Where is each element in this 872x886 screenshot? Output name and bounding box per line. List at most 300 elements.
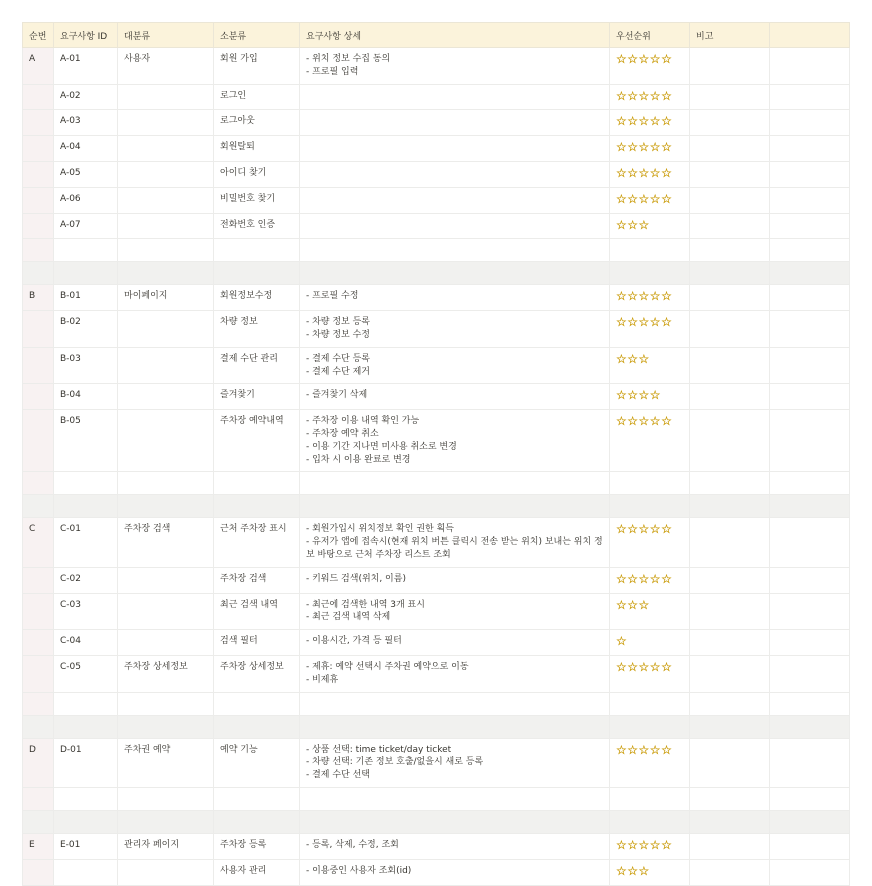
extra-cell[interactable] — [770, 593, 850, 630]
minor-category-cell[interactable]: 회원 가입 — [214, 48, 300, 85]
empty-cell[interactable] — [690, 239, 770, 262]
empty-cell[interactable] — [690, 495, 770, 518]
note-cell[interactable] — [690, 187, 770, 213]
header-priority[interactable]: 우선순위 — [610, 23, 690, 48]
empty-cell[interactable] — [610, 692, 690, 715]
priority-cell[interactable] — [610, 655, 690, 692]
major-category-cell[interactable]: 주차장 상세정보 — [118, 655, 214, 692]
detail-line: - 키워드 검색(위치, 이름) — [306, 573, 406, 584]
priority-cell[interactable] — [610, 738, 690, 787]
empty-cell[interactable] — [54, 262, 118, 285]
priority-cell[interactable] — [610, 859, 690, 885]
minor-category-cell[interactable]: 주차장 상세정보 — [214, 655, 300, 692]
star-icon: ☆ — [649, 522, 662, 537]
req-id-cell[interactable]: C-01 — [54, 518, 118, 567]
extra-cell[interactable] — [770, 567, 850, 593]
req-id-cell[interactable]: A-03 — [54, 110, 118, 136]
req-id-cell[interactable]: A-07 — [54, 213, 118, 239]
seq-cell[interactable]: D — [23, 738, 54, 787]
empty-cell[interactable] — [770, 810, 850, 833]
detail-cell[interactable] — [300, 738, 610, 787]
empty-cell[interactable] — [54, 810, 118, 833]
priority-stars — [616, 743, 672, 757]
table-row — [23, 384, 850, 410]
detail-line: - 이용중인 사용자 조회(id) — [306, 865, 412, 876]
req-id-cell[interactable]: A-04 — [54, 136, 118, 162]
star-icon: ☆ — [638, 114, 650, 129]
empty-cell[interactable] — [214, 495, 300, 518]
minor-category-cell[interactable]: 주차장 등록 — [214, 833, 300, 859]
extra-cell[interactable] — [770, 518, 850, 567]
note-cell[interactable] — [690, 384, 770, 410]
empty-cell[interactable] — [23, 262, 54, 285]
empty-cell[interactable] — [610, 810, 690, 833]
minor-category-cell[interactable]: 아이디 찾기 — [214, 161, 300, 187]
req-id-cell[interactable]: B-03 — [54, 347, 118, 384]
empty-cell[interactable] — [23, 239, 54, 262]
empty-cell[interactable] — [118, 715, 214, 738]
extra-cell[interactable] — [770, 384, 850, 410]
req-id-cell[interactable]: A-06 — [54, 187, 118, 213]
empty-cell[interactable] — [770, 715, 850, 738]
empty-cell[interactable] — [118, 472, 214, 495]
star-icon: ☆ — [616, 217, 628, 232]
table-row — [23, 347, 850, 384]
star-icon: ☆ — [616, 634, 628, 649]
seq-cell[interactable]: E — [23, 833, 54, 859]
empty-cell[interactable] — [610, 239, 690, 262]
empty-cell[interactable] — [23, 692, 54, 715]
empty-cell[interactable] — [610, 472, 690, 495]
empty-cell[interactable] — [690, 810, 770, 833]
detail-cell[interactable] — [300, 655, 610, 692]
detail-line: - 유저가 앱에 접속시(현재 위치 버튼 클릭시 전송 받는 위치) 보내는 위치 정보 바탕으로 근처 주차장 리스트 조회 — [306, 537, 603, 560]
seq-cell[interactable] — [23, 630, 54, 656]
priority-cell[interactable] — [610, 567, 690, 593]
empty-cell[interactable] — [214, 810, 300, 833]
empty-cell[interactable] — [610, 787, 690, 810]
star-icon: ☆ — [616, 414, 628, 429]
note-cell[interactable] — [690, 311, 770, 348]
star-icon: ☆ — [616, 88, 628, 103]
empty-cell[interactable] — [690, 472, 770, 495]
priority-stars — [616, 114, 672, 128]
priority-stars — [616, 572, 672, 586]
priority-cell[interactable] — [610, 630, 690, 656]
seq-cell[interactable] — [23, 84, 54, 110]
detail-cell[interactable] — [300, 48, 610, 85]
empty-cell[interactable] — [300, 715, 610, 738]
empty-cell[interactable] — [23, 495, 54, 518]
table-row — [23, 110, 850, 136]
minor-category-cell[interactable]: 근처 주차장 표시 — [214, 518, 300, 567]
empty-cell[interactable] — [770, 787, 850, 810]
star-icon: ☆ — [649, 114, 662, 129]
empty-cell[interactable] — [214, 239, 300, 262]
note-cell[interactable] — [690, 518, 770, 567]
star-icon: ☆ — [627, 522, 639, 537]
star-icon: ☆ — [638, 315, 650, 330]
minor-category-cell[interactable]: 전화번호 인증 — [214, 213, 300, 239]
star-icon: ☆ — [638, 52, 650, 66]
note-cell[interactable] — [690, 655, 770, 692]
extra-cell[interactable] — [770, 48, 850, 85]
major-category-cell[interactable] — [118, 630, 214, 656]
empty-cell[interactable] — [300, 495, 610, 518]
seq-cell[interactable] — [23, 213, 54, 239]
detail-cell[interactable] — [300, 285, 610, 311]
major-category-cell[interactable] — [118, 161, 214, 187]
priority-stars — [616, 218, 650, 232]
star-icon: ☆ — [661, 114, 673, 129]
blank-row — [23, 472, 850, 495]
extra-cell[interactable] — [770, 630, 850, 656]
empty-cell[interactable] — [690, 715, 770, 738]
major-category-cell[interactable] — [118, 311, 214, 348]
priority-cell[interactable] — [610, 285, 690, 311]
minor-category-cell[interactable]: 검색 필터 — [214, 630, 300, 656]
star-icon: ☆ — [627, 315, 639, 330]
seq-cell[interactable] — [23, 110, 54, 136]
star-icon: ☆ — [627, 388, 639, 403]
major-category-cell[interactable] — [118, 84, 214, 110]
detail-cell[interactable] — [300, 593, 610, 630]
extra-cell[interactable] — [770, 655, 850, 692]
note-cell[interactable] — [690, 630, 770, 656]
priority-cell[interactable] — [610, 48, 690, 85]
star-icon: ☆ — [627, 140, 639, 155]
req-id-cell[interactable]: B-01 — [54, 285, 118, 311]
empty-cell[interactable] — [118, 495, 214, 518]
seq-cell[interactable] — [23, 567, 54, 593]
star-icon: ☆ — [649, 837, 662, 852]
seq-cell[interactable] — [23, 311, 54, 348]
minor-category-cell[interactable]: 즐겨찾기 — [214, 384, 300, 410]
empty-cell[interactable] — [54, 715, 118, 738]
req-id-cell[interactable]: C-02 — [54, 567, 118, 593]
note-cell[interactable] — [690, 410, 770, 472]
priority-cell[interactable] — [610, 161, 690, 187]
detail-cell[interactable] — [300, 187, 610, 213]
detail-cell[interactable] — [300, 630, 610, 656]
table-row — [23, 311, 850, 348]
priority-cell[interactable] — [610, 84, 690, 110]
empty-cell[interactable] — [690, 692, 770, 715]
empty-cell[interactable] — [214, 692, 300, 715]
minor-category-cell[interactable]: 로그인 — [214, 84, 300, 110]
empty-cell[interactable] — [23, 715, 54, 738]
major-category-cell[interactable]: 마이페이지 — [118, 285, 214, 311]
section-separator-row — [23, 262, 850, 285]
empty-cell[interactable] — [214, 472, 300, 495]
empty-cell[interactable] — [300, 810, 610, 833]
star-icon: ☆ — [661, 571, 673, 586]
empty-cell[interactable] — [118, 262, 214, 285]
empty-cell[interactable] — [610, 262, 690, 285]
priority-stars — [616, 598, 650, 612]
empty-cell[interactable] — [54, 692, 118, 715]
req-id-cell[interactable]: E-01 — [54, 833, 118, 859]
detail-cell[interactable] — [300, 567, 610, 593]
major-category-cell[interactable] — [118, 213, 214, 239]
major-category-cell[interactable] — [118, 136, 214, 162]
detail-line: - 최근에 검색한 내역 3개 표시 — [306, 599, 425, 610]
extra-cell[interactable] — [770, 859, 850, 885]
req-id-cell[interactable]: A-05 — [54, 161, 118, 187]
detail-line: - 프로필 입력 — [306, 66, 359, 77]
empty-cell[interactable] — [54, 239, 118, 262]
priority-stars — [616, 660, 672, 674]
detail-line: - 회원가입시 위치정보 확인 권한 획득 — [306, 524, 454, 535]
empty-cell[interactable] — [300, 239, 610, 262]
note-cell[interactable] — [690, 161, 770, 187]
minor-category-cell[interactable]: 주차장 검색 — [214, 567, 300, 593]
seq-cell[interactable] — [23, 655, 54, 692]
priority-cell[interactable] — [610, 213, 690, 239]
table-row — [23, 285, 850, 311]
empty-cell[interactable] — [300, 692, 610, 715]
note-cell[interactable] — [690, 136, 770, 162]
req-id-cell[interactable]: B-04 — [54, 384, 118, 410]
note-cell[interactable] — [690, 213, 770, 239]
minor-category-cell[interactable]: 회원정보수정 — [214, 285, 300, 311]
extra-cell[interactable] — [770, 161, 850, 187]
note-cell[interactable] — [690, 738, 770, 787]
empty-cell[interactable] — [23, 810, 54, 833]
empty-cell[interactable] — [214, 787, 300, 810]
req-id-cell[interactable]: C-05 — [54, 655, 118, 692]
major-category-cell[interactable] — [118, 593, 214, 630]
extra-cell[interactable] — [770, 213, 850, 239]
minor-category-cell[interactable]: 사용자 관리 — [214, 859, 300, 885]
req-id-cell[interactable] — [54, 859, 118, 885]
empty-cell[interactable] — [770, 692, 850, 715]
header-extra[interactable] — [770, 23, 850, 48]
note-cell[interactable] — [690, 833, 770, 859]
extra-cell[interactable] — [770, 311, 850, 348]
requirements-sheet — [22, 22, 849, 886]
star-icon: ☆ — [638, 289, 650, 304]
star-icon: ☆ — [661, 165, 673, 180]
req-id-cell[interactable]: B-05 — [54, 410, 118, 472]
table-row — [23, 655, 850, 692]
empty-cell[interactable] — [118, 787, 214, 810]
seq-cell[interactable]: C — [23, 518, 54, 567]
extra-cell[interactable] — [770, 285, 850, 311]
empty-cell[interactable] — [23, 472, 54, 495]
detail-cell[interactable] — [300, 136, 610, 162]
empty-cell[interactable] — [54, 787, 118, 810]
detail-cell[interactable] — [300, 859, 610, 885]
empty-cell[interactable] — [118, 692, 214, 715]
header-note[interactable]: 비고 — [690, 23, 770, 48]
priority-cell[interactable] — [610, 593, 690, 630]
star-icon: ☆ — [638, 217, 650, 232]
minor-category-cell[interactable]: 주차장 예약내역 — [214, 410, 300, 472]
empty-cell[interactable] — [300, 787, 610, 810]
major-category-cell[interactable] — [118, 859, 214, 885]
header-minor[interactable]: 소분류 — [214, 23, 300, 48]
minor-category-cell[interactable]: 결제 수단 관리 — [214, 347, 300, 384]
extra-cell[interactable] — [770, 347, 850, 384]
star-icon: ☆ — [649, 742, 662, 757]
star-icon: ☆ — [616, 837, 628, 852]
seq-cell[interactable] — [23, 136, 54, 162]
detail-cell[interactable] — [300, 833, 610, 859]
seq-cell[interactable]: A — [23, 48, 54, 85]
note-cell[interactable] — [690, 110, 770, 136]
note-cell[interactable] — [690, 84, 770, 110]
detail-line: - 주차장 예약 취소 — [306, 428, 379, 439]
header-req-id[interactable]: 요구사항 ID — [54, 23, 118, 48]
minor-category-cell[interactable]: 차량 정보 — [214, 311, 300, 348]
empty-cell[interactable] — [214, 262, 300, 285]
major-category-cell[interactable] — [118, 567, 214, 593]
table-row — [23, 593, 850, 630]
empty-cell[interactable] — [118, 239, 214, 262]
seq-cell[interactable] — [23, 593, 54, 630]
note-cell[interactable] — [690, 859, 770, 885]
priority-stars — [616, 634, 627, 648]
empty-cell[interactable] — [690, 262, 770, 285]
header-detail[interactable]: 요구사항 상세 — [300, 23, 610, 48]
note-cell[interactable] — [690, 567, 770, 593]
minor-category-cell[interactable]: 최근 검색 내역 — [214, 593, 300, 630]
star-icon: ☆ — [616, 351, 628, 366]
req-id-cell[interactable]: C-03 — [54, 593, 118, 630]
priority-cell[interactable] — [610, 518, 690, 567]
major-category-cell[interactable] — [118, 110, 214, 136]
star-icon: ☆ — [616, 165, 628, 180]
star-icon: ☆ — [638, 571, 650, 586]
extra-cell[interactable] — [770, 738, 850, 787]
empty-cell[interactable] — [23, 787, 54, 810]
star-icon: ☆ — [638, 659, 650, 674]
detail-cell[interactable] — [300, 161, 610, 187]
star-icon: ☆ — [627, 191, 639, 206]
header-major[interactable]: 대분류 — [118, 23, 214, 48]
detail-cell[interactable] — [300, 410, 610, 472]
priority-cell[interactable] — [610, 311, 690, 348]
detail-cell[interactable] — [300, 384, 610, 410]
star-icon: ☆ — [638, 165, 650, 180]
detail-cell[interactable] — [300, 84, 610, 110]
table-row — [23, 630, 850, 656]
req-id-cell[interactable]: A-01 — [54, 48, 118, 85]
empty-cell[interactable] — [54, 472, 118, 495]
extra-cell[interactable] — [770, 136, 850, 162]
major-category-cell[interactable] — [118, 410, 214, 472]
detail-cell[interactable] — [300, 347, 610, 384]
note-cell[interactable] — [690, 285, 770, 311]
req-id-cell[interactable]: C-04 — [54, 630, 118, 656]
req-id-cell[interactable]: A-02 — [54, 84, 118, 110]
detail-cell[interactable] — [300, 311, 610, 348]
seq-cell[interactable] — [23, 384, 54, 410]
empty-cell[interactable] — [770, 472, 850, 495]
minor-category-cell[interactable]: 비밀번호 찾기 — [214, 187, 300, 213]
major-category-cell[interactable] — [118, 384, 214, 410]
priority-cell[interactable] — [610, 110, 690, 136]
major-category-cell[interactable] — [118, 187, 214, 213]
detail-cell[interactable] — [300, 518, 610, 567]
star-icon: ☆ — [616, 742, 628, 757]
empty-cell[interactable] — [300, 262, 610, 285]
extra-cell[interactable] — [770, 833, 850, 859]
star-icon: ☆ — [627, 414, 639, 429]
detail-cell[interactable] — [300, 213, 610, 239]
star-icon: ☆ — [649, 414, 662, 429]
seq-cell[interactable]: B — [23, 285, 54, 311]
priority-cell[interactable] — [610, 384, 690, 410]
req-id-cell[interactable]: D-01 — [54, 738, 118, 787]
empty-cell[interactable] — [214, 715, 300, 738]
extra-cell[interactable] — [770, 110, 850, 136]
priority-cell[interactable] — [610, 833, 690, 859]
minor-category-cell[interactable]: 회원탈퇴 — [214, 136, 300, 162]
star-icon: ☆ — [661, 315, 673, 330]
seq-cell[interactable] — [23, 347, 54, 384]
seq-cell[interactable] — [23, 161, 54, 187]
empty-cell[interactable] — [770, 262, 850, 285]
star-icon: ☆ — [638, 88, 650, 103]
star-icon: ☆ — [627, 217, 639, 232]
priority-cell[interactable] — [610, 347, 690, 384]
star-icon: ☆ — [616, 191, 628, 206]
star-icon: ☆ — [627, 571, 639, 586]
seq-cell[interactable] — [23, 859, 54, 885]
empty-cell[interactable] — [54, 495, 118, 518]
extra-cell[interactable] — [770, 410, 850, 472]
seq-cell[interactable] — [23, 187, 54, 213]
major-category-cell[interactable]: 주차장 검색 — [118, 518, 214, 567]
priority-cell[interactable] — [610, 410, 690, 472]
note-cell[interactable] — [690, 593, 770, 630]
header-seq[interactable]: 순번 — [23, 23, 54, 48]
empty-cell[interactable] — [300, 472, 610, 495]
empty-cell[interactable] — [690, 787, 770, 810]
empty-cell[interactable] — [770, 239, 850, 262]
major-category-cell[interactable] — [118, 347, 214, 384]
detail-line: - 즐겨찾기 삭제 — [306, 390, 368, 401]
empty-cell[interactable] — [610, 495, 690, 518]
priority-cell[interactable] — [610, 136, 690, 162]
minor-category-cell[interactable]: 예약 기능 — [214, 738, 300, 787]
detail-line: - 상품 선택: time ticket/day ticket — [306, 744, 452, 755]
minor-category-cell[interactable]: 로그아웃 — [214, 110, 300, 136]
extra-cell[interactable] — [770, 187, 850, 213]
seq-cell[interactable] — [23, 410, 54, 472]
major-category-cell[interactable]: 사용자 — [118, 48, 214, 85]
major-category-cell[interactable]: 주차권 예약 — [118, 738, 214, 787]
star-icon: ☆ — [649, 140, 662, 155]
star-icon: ☆ — [627, 659, 639, 674]
star-icon: ☆ — [616, 315, 628, 330]
req-id-cell[interactable]: B-02 — [54, 311, 118, 348]
table-row — [23, 859, 850, 885]
detail-cell[interactable] — [300, 110, 610, 136]
section-separator-row — [23, 715, 850, 738]
empty-cell[interactable] — [770, 495, 850, 518]
note-cell[interactable] — [690, 347, 770, 384]
empty-cell[interactable] — [118, 810, 214, 833]
star-icon: ☆ — [661, 837, 673, 852]
priority-cell[interactable] — [610, 187, 690, 213]
empty-cell[interactable] — [610, 715, 690, 738]
major-category-cell[interactable]: 관리자 페이지 — [118, 833, 214, 859]
extra-cell[interactable] — [770, 84, 850, 110]
note-cell[interactable] — [690, 48, 770, 85]
